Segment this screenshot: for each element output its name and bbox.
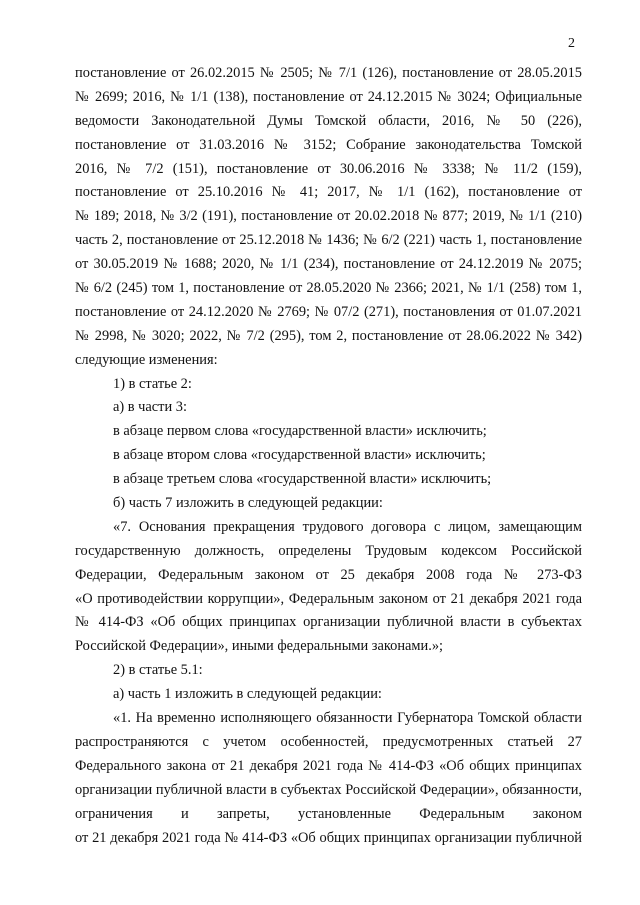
text-line: № 414-ФЗ «Об общих принципах организации публичной власти в субъектах xyxy=(75,614,582,631)
text-line: 2016, № 7/2 (151), постановление от 30.06.2016 № 3338; № 11/2 (159), xyxy=(75,160,582,177)
text-line: Федерации, Федеральным законом от 25 декабря 2008 года № 273-ФЗ xyxy=(75,566,582,583)
text-line: № 2699; 2016, № 1/1 (138), постановление от 24.12.2015 № 3024; Официальные xyxy=(75,88,582,105)
text-line: № 189; 2018, № 3/2 (191), постановление от 20.02.2018 № 877; 2019, № 1/1 (210) xyxy=(75,208,582,225)
text-line: следующие изменения: xyxy=(75,351,218,368)
text-line: № 6/2 (245) том 1, постановление от 28.05.2020 № 2366; 2021, № 1/1 (258) том 1, xyxy=(75,280,582,297)
text-line: государственную должность, определены Трудовым кодексом Российской xyxy=(75,542,582,559)
text-line: распространяются с учетом особенностей, предусмотренных статьей 27 xyxy=(75,733,582,750)
text-line: от 30.05.2019 № 1688; 2020, № 1/1 (234), постановление от 24.12.2019 № 2075; xyxy=(75,256,582,273)
text-line: Российской Федерации», иными федеральными законами.»; xyxy=(75,638,444,655)
text-line: от 21 декабря 2021 года № 414-ФЗ «Об общих принципах организации публичной xyxy=(75,829,582,846)
text-line: «7. Основания прекращения трудового договора с лицом, замещающим xyxy=(113,518,582,535)
text-line: а) часть 1 изложить в следующей редакции: xyxy=(113,686,382,703)
text-line: «1. На временно исполняющего обязанности Губернатора Томской области xyxy=(113,710,582,727)
text-line: ограничения и запреты, установленные Федеральным законом xyxy=(75,805,582,822)
text-line: ведомости Законодательной Думы Томской области, 2016, № 50 (226), xyxy=(75,112,582,129)
text-line: «О противодействии коррупции», Федеральным законом от 21 декабря 2021 года xyxy=(75,590,582,607)
page-number: 2 xyxy=(568,36,575,51)
text-line: 1) в статье 2: xyxy=(113,375,192,392)
text-line: организации публичной власти в субъектах Российской Федерации», обязанности, xyxy=(75,781,582,798)
text-line: постановление от 25.10.2016 № 41; 2017, № 1/1 (162), постановление от xyxy=(75,184,582,201)
text-line: 2) в статье 5.1: xyxy=(113,662,203,679)
text-line: в абзаце первом слова «государственной власти» исключить; xyxy=(113,423,487,440)
text-line: б) часть 7 изложить в следующей редакции: xyxy=(113,495,383,512)
text-line: постановление от 31.03.2016 № 3152; Собрание законодательства Томской xyxy=(75,136,582,153)
text-line: Федерального закона от 21 декабря 2021 года № 414-ФЗ «Об общих принципах xyxy=(75,757,582,774)
text-line: постановление от 24.12.2020 № 2769; № 07/2 (271), постановления от 01.07.2021 xyxy=(75,303,582,320)
text-line: часть 2, постановление от 25.12.2018 № 1436; № 6/2 (221) часть 1, постановление xyxy=(75,232,582,249)
document-body xyxy=(75,62,582,850)
text-line: постановление от 26.02.2015 № 2505; № 7/1 (126), постановление от 28.05.2015 xyxy=(75,65,582,81)
text-line: в абзаце третьем слова «государственной власти» исключить; xyxy=(113,471,492,488)
text-line: а) в части 3: xyxy=(113,399,187,416)
text-line: в абзаце втором слова «государственной власти» исключить; xyxy=(113,447,486,464)
text-line: № 2998, № 3020; 2022, № 7/2 (295), том 2, постановление от 28.06.2022 № 342) xyxy=(75,327,582,344)
